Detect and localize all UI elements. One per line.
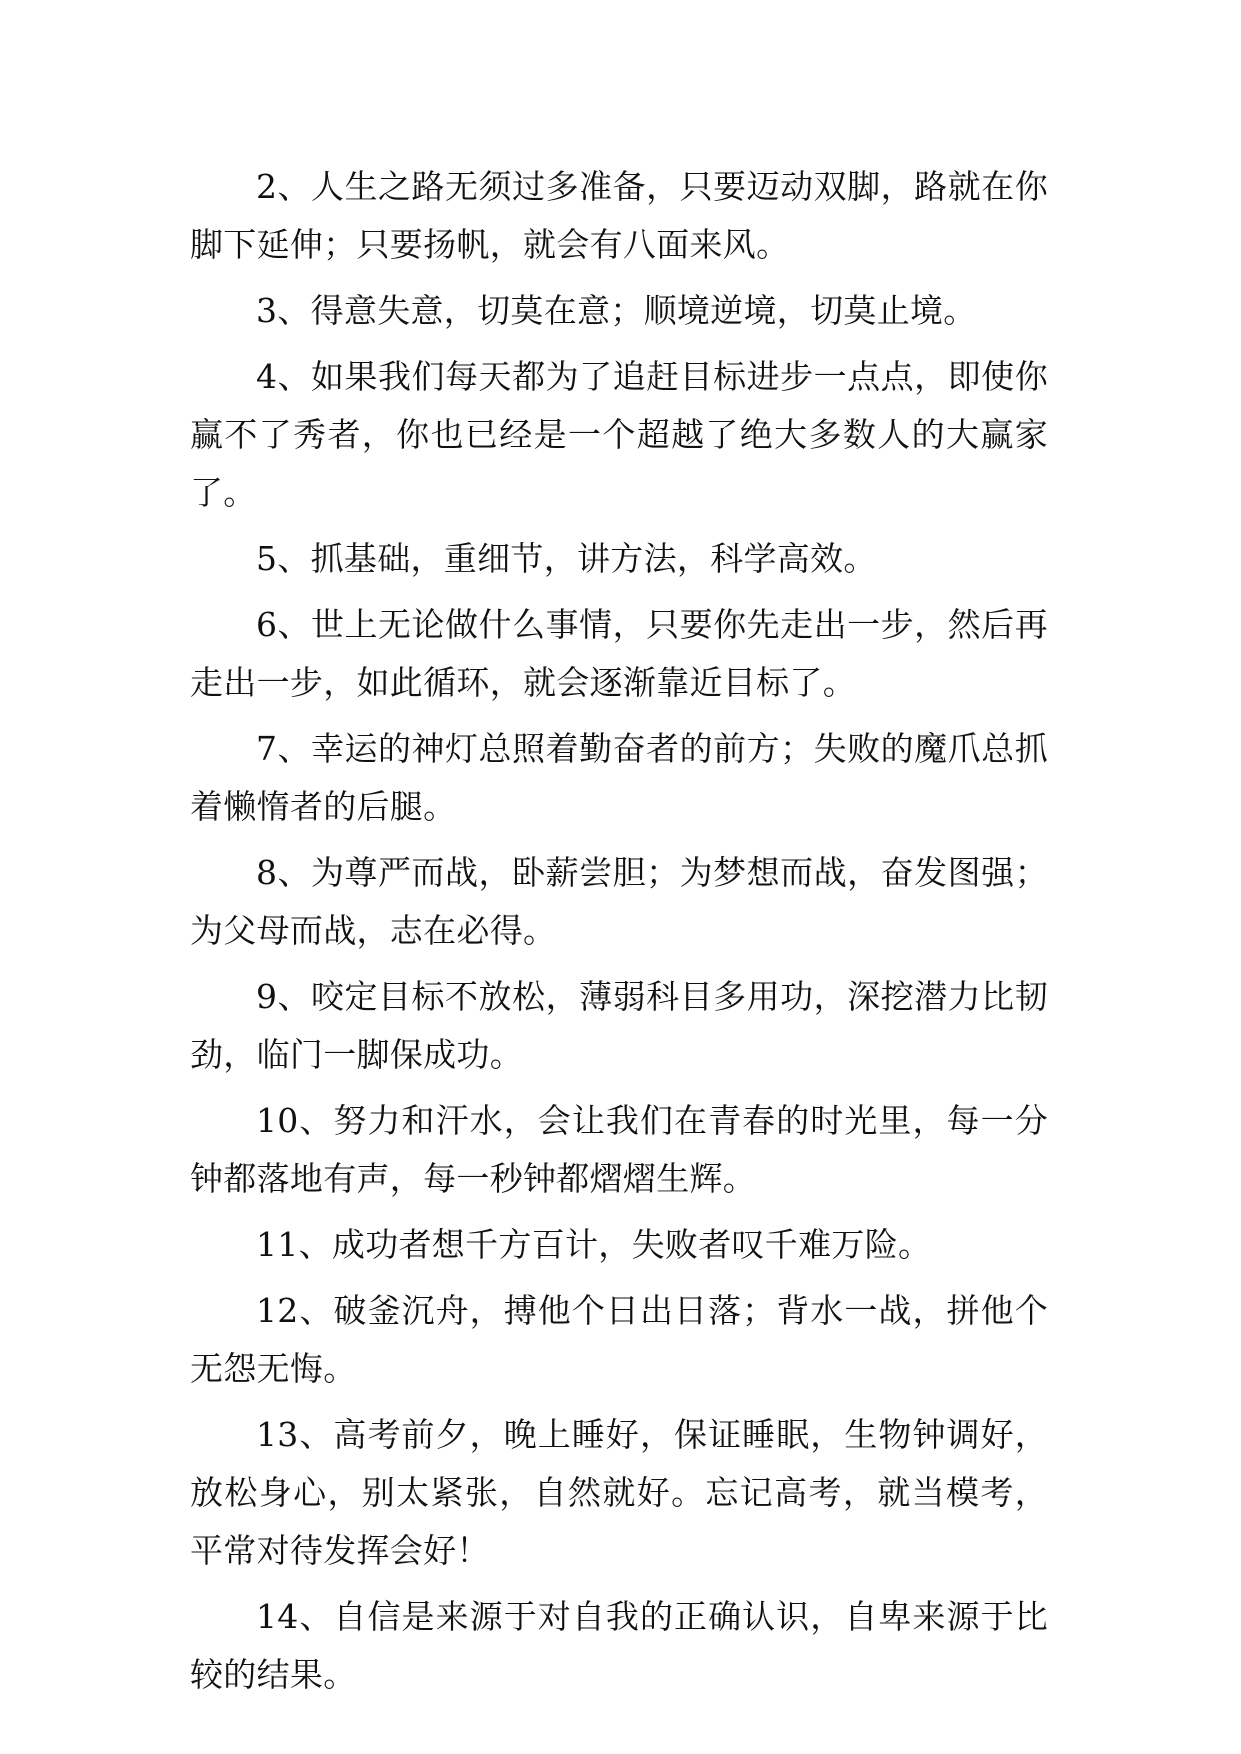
paragraph-8: 8、为尊严而战，卧薪尝胆；为梦想而战，奋发图强；为父母而战，志在必得。 <box>190 853 1048 950</box>
paragraph-3: 3、得意失意，切莫在意；顺境逆境，切莫止境。 <box>256 291 977 330</box>
paragraph-13: 13、高考前夕，晚上睡好，保证睡眠，生物钟调好，放松身心，别太紧张，自然就好。忘记高考，就当模考，平常对待发挥会好！ <box>190 1415 1048 1570</box>
paragraph-2: 2、人生之路无须过多准备，只要迈动双脚，路就在你脚下延伸；只要扬帆，就会有八面来风。 <box>190 167 1048 264</box>
paragraph-5: 5、抓基础，重细节，讲方法，科学高效。 <box>256 539 877 578</box>
paragraph-14: 14、自信是来源于对自我的正确认识，自卑来源于比较的结果。 <box>190 1597 1048 1694</box>
paragraph-12: 12、破釜沉舟，搏他个日出日落；背水一战，拼他个无怨无悔。 <box>190 1291 1048 1388</box>
document-page <box>190 158 1048 1712</box>
paragraph-11: 11、成功者想千方百计，失败者叹千难万险。 <box>256 1225 932 1264</box>
paragraph-9: 9、咬定目标不放松，薄弱科目多用功，深挖潜力比韧劲，临门一脚保成功。 <box>190 977 1048 1074</box>
paragraph-7: 7、幸运的神灯总照着勤奋者的前方；失败的魔爪总抓着懒惰者的后腿。 <box>190 729 1048 826</box>
paragraph-4: 4、如果我们每天都为了追赶目标进步一点点，即使你赢不了秀者，你也已经是一个超越了绝大多数人的大赢家了。 <box>190 357 1048 512</box>
paragraph-10: 10、努力和汗水，会让我们在青春的时光里，每一分钟都落地有声，每一秒钟都熠熠生辉。 <box>190 1101 1048 1198</box>
paragraph-6: 6、世上无论做什么事情，只要你先走出一步，然后再走出一步，如此循环，就会逐渐靠近目标了。 <box>190 605 1048 702</box>
